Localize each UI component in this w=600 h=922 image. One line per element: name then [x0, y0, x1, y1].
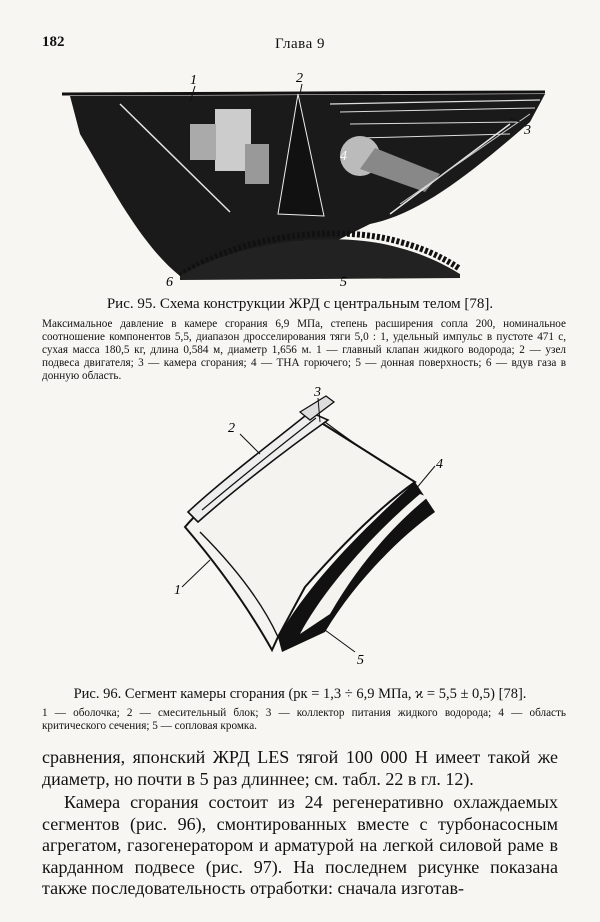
page-number: 182 — [42, 34, 65, 50]
body-paragraph-2: Камера сгорания состоит из 24 регенеративно охлаждаемых сегментов (рис. 96), смонтированных вместе с турбонасосным агрегатом, газогенератором и арматурой на легкой силовой раме в карданном подвесе (рис. 97). На последнем рисунке показана также последовательность отработки: сначала изготав- — [42, 792, 558, 898]
figure-95-notes: Максимальное давление в камере сгорания 6,9 МПа, степень расширения сопла 200, номинальное соотношение компонентов 5,5, диапазон дросселирования тяги 5,0 : 1, удельный импульс в пустоте 471 с, сухая масса 180,5 кг, длина 0,584 м, диаметр 1,656 м. 1 — главный клапан жидкого водорода; 2 — узел подвеса двигателя; 3 — камера сгорания; 4 — ТНА горючего; 5 — донная поверхность; 6 — вдув газа в донную область. — [42, 318, 566, 382]
fig95-label-5: 5 — [340, 275, 347, 290]
figure-95-caption: Рис. 95. Схема конструкции ЖРД с центральным телом [78]. — [106, 296, 494, 312]
figure-96-caption: Рис. 96. Сегмент камеры сгорания (pк = 1,3 ÷ 6,9 МПа, ϰ = 5,5 ± 0,5) [78]. — [73, 686, 527, 702]
figure-95-engine-drawing — [40, 64, 580, 296]
fig96-label-3: 3 — [314, 385, 321, 400]
fig95-label-2: 2 — [296, 71, 303, 86]
chapter-title: Глава 9 — [275, 36, 325, 52]
fig96-label-4: 4 — [436, 457, 443, 472]
fig96-label-2: 2 — [228, 421, 235, 436]
fig95-label-3: 3 — [524, 123, 531, 138]
figure-96-segment-drawing — [150, 382, 460, 684]
fig96-label-1: 1 — [174, 583, 181, 598]
fig96-label-5: 5 — [357, 653, 364, 668]
figure-96-notes: 1 — оболочка; 2 — смесительный блок; 3 — коллектор питания жидкого водорода; 4 — область критического сечения; 5 — сопловая кромка. — [42, 707, 566, 732]
fig95-label-6: 6 — [166, 275, 173, 290]
fig95-label-1: 1 — [190, 73, 197, 88]
fig95-label-4: 4 — [340, 149, 347, 164]
body-paragraph-1: сравнения, японский ЖРД LES тягой 100 000 Н имеет такой же диаметр, но почти в 5 раз длиннее; см. табл. 22 в гл. 12). — [42, 747, 558, 789]
